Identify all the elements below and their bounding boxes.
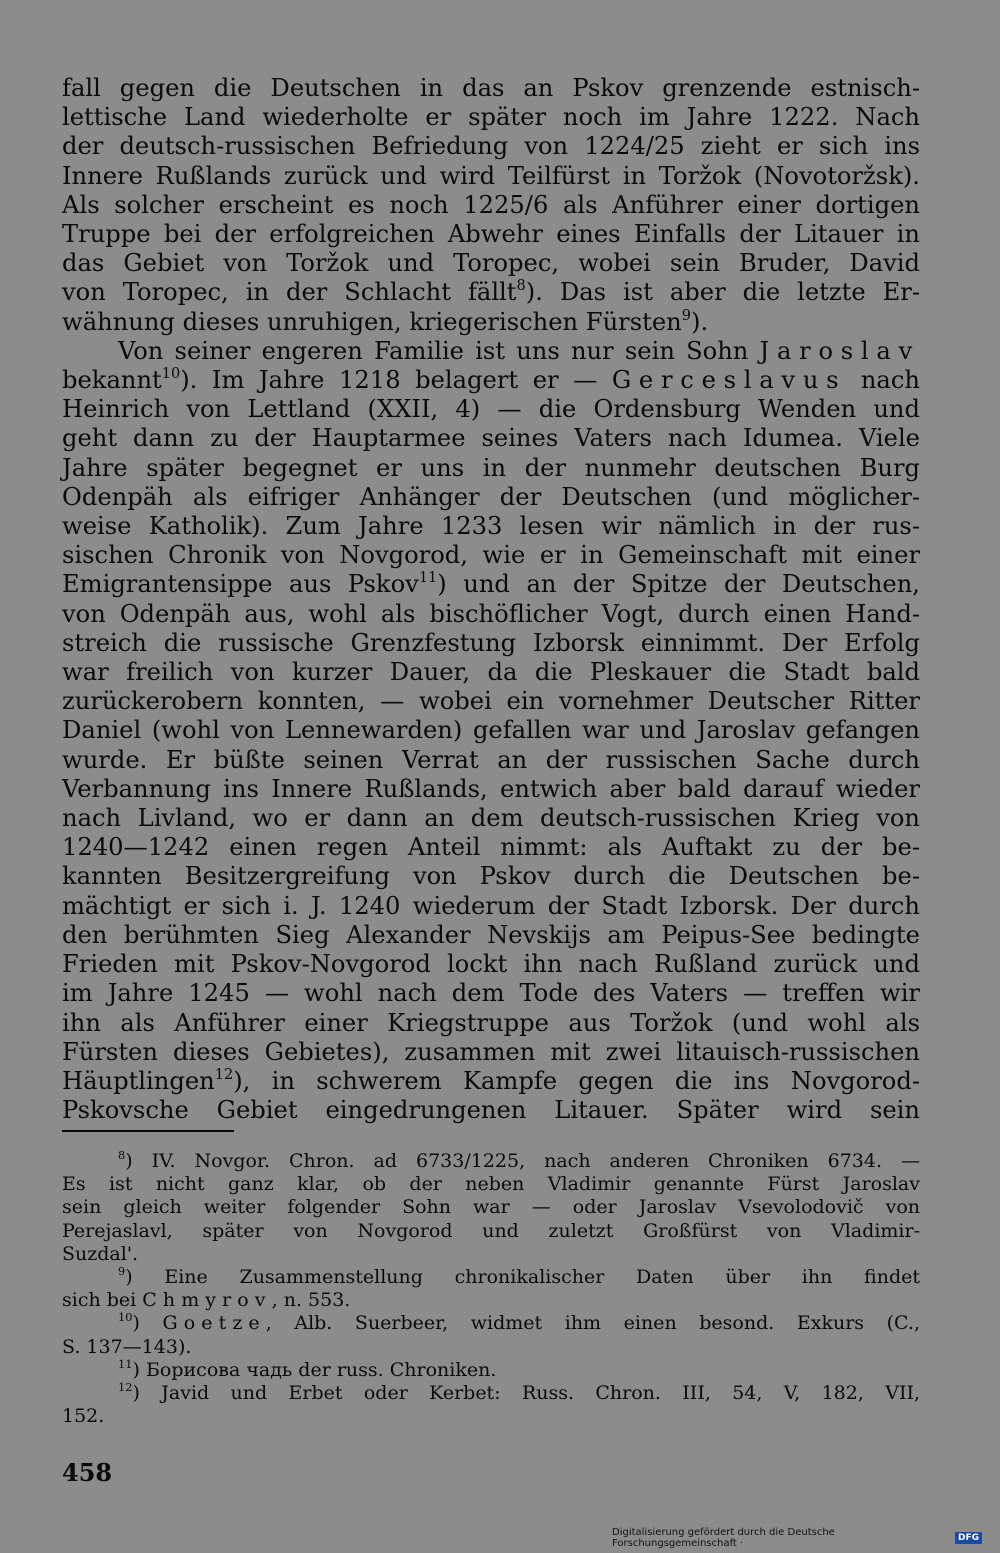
- spaced-name: Jaroslav: [759, 336, 920, 365]
- footnote-ref: 11: [418, 570, 438, 587]
- text-line: Frieden mit Pskov-Novgorod lockt ihn nach Rußland zurück und: [62, 950, 920, 979]
- footnote-text: , n. 553.: [271, 1289, 351, 1312]
- text-line: der deutsch-russischen Befriedung von 1224/25 zieht er sich ins: [62, 132, 920, 161]
- footnote-ref: 12: [214, 1066, 234, 1083]
- text-run: wähnung dieses unruhigen, kriegerischen Fürsten: [62, 307, 682, 336]
- footnote-text: ) Eine Zusammenstellung chronikalischer Daten über ihn findet: [125, 1266, 920, 1289]
- footnote-ref: 9: [681, 307, 692, 324]
- text-run: ). Im Jahre 1218 belagert er —: [180, 366, 598, 395]
- footnote-line: [62, 1312, 920, 1335]
- dfg-logo[interactable]: DFG: [955, 1532, 982, 1544]
- text-line: [62, 337, 920, 366]
- footnote-text: , Alb. Suerbeer, widmet ihm einen besond. Exkurs (C.,: [265, 1312, 920, 1335]
- text-line: kannten Besitzergreifung von Pskov durch die Deutschen be-: [62, 862, 920, 891]
- text-run: bekannt: [62, 366, 162, 395]
- footnote-number: 8: [118, 1148, 126, 1163]
- spaced-name: Chmyrov: [142, 1289, 272, 1312]
- page-number: 458: [62, 1458, 113, 1487]
- text-run: Von seiner engeren Familie ist uns nur sein Sohn: [118, 336, 749, 365]
- text-line: streich die russische Grenzfestung Izborsk einnimmt. Der Erfolg: [62, 628, 920, 657]
- footnote-line: Es ist nicht ganz klar, ob der neben Vladimir genannte Fürst Jaroslav: [62, 1173, 920, 1196]
- text-line: war freilich von kurzer Dauer, da die Pleskauer die Stadt bald: [62, 658, 920, 687]
- credit-text: Digitalisierung gefördert durch die Deutsche Forschungsgemeinschaft ·: [612, 1527, 835, 1549]
- digitization-credit: [612, 1527, 982, 1549]
- text-line: zurückerobern konnten, — wobei ein vornehmer Deutscher Ritter: [62, 687, 920, 716]
- text-line: [62, 570, 920, 599]
- footnote-number: 12: [118, 1380, 133, 1395]
- footnote-number: 9: [118, 1264, 126, 1279]
- text-line: lettische Land wiederholte er später noch im Jahre 1222. Nach: [62, 103, 920, 132]
- text-line: Fürsten dieses Gebietes), zusammen mit zwei litauisch-russischen: [62, 1037, 920, 1066]
- footnotes: [62, 1150, 920, 1428]
- text-line: [62, 308, 920, 337]
- text-line: mächtigt er sich i. J. 1240 wiederum der Stadt Izborsk. Der durch: [62, 891, 920, 920]
- text-run: ). Das ist aber die letzte Er-: [525, 278, 920, 307]
- text-line: Truppe bei der erfolgreichen Abwehr eines Einfalls der Litauer in: [62, 220, 920, 249]
- footnote-line: S. 137—143).: [62, 1335, 192, 1358]
- footnote-line: [62, 1382, 920, 1405]
- text-run: ).: [691, 307, 709, 336]
- text-run: Häuptlingen: [62, 1066, 215, 1095]
- footnote-line: [62, 1150, 920, 1173]
- text-line: ihn als Anführer einer Kriegstruppe aus Toržok (und wohl als: [62, 1008, 920, 1037]
- footnote-line: Suzdal'.: [62, 1242, 139, 1265]
- footnote-number: 10: [118, 1310, 133, 1325]
- main-text: [62, 74, 920, 1125]
- text-run: nach: [860, 366, 920, 395]
- footnote-line: [62, 1266, 920, 1289]
- text-line: Heinrich von Lettland (XXII, 4) — die Ordensburg Wenden und: [62, 395, 920, 424]
- footnote-ref: 10: [161, 365, 181, 382]
- text-line: den berühmten Sieg Alexander Nevskijs am Peipus-See bedingte: [62, 920, 920, 949]
- text-line: nach Livland, wo er dann an dem deutsch-russischen Krieg von: [62, 804, 920, 833]
- text-line: das Gebiet von Toržok und Toropec, wobei sein Bruder, David: [62, 249, 920, 278]
- text-line: Innere Rußlands zurück und wird Teilfürst in Toržok (Novotoržsk).: [62, 161, 920, 190]
- text-line: geht dann zu der Hauptarmee seines Vaters nach Idumea. Viele: [62, 424, 920, 453]
- text-run: Emigrantensippe aus Pskov: [62, 570, 419, 599]
- text-line: [62, 278, 920, 307]
- text-line: Verbannung ins Innere Rußlands, entwich aber bald darauf wieder: [62, 774, 920, 803]
- footnote-text: ) Борисова чадь der russ. Chroniken.: [132, 1358, 497, 1381]
- footnote-text: ) IV. Novgor. Chron. ad 6733/1225, nach anderen Chroniken 6734. —: [125, 1150, 920, 1172]
- text-run: von Toropec, in der Schlacht fällt: [62, 278, 517, 307]
- footnote-divider: [62, 1130, 234, 1132]
- footnote-text: ): [132, 1312, 140, 1335]
- spaced-name: Gerceslavus: [611, 366, 847, 395]
- text-run: ), in schwerem Kampfe gegen die ins Novgorod-: [233, 1066, 920, 1095]
- footnote-number: 11: [118, 1356, 133, 1371]
- footnote-line: [62, 1356, 920, 1382]
- footnote-text: sich bei: [62, 1289, 137, 1312]
- text-run: ) und an der Spitze der Deutschen,: [437, 570, 920, 599]
- text-line: im Jahre 1245 — wohl nach dem Tode des Vaters — treffen wir: [62, 979, 920, 1008]
- text-line: sischen Chronik von Novgorod, wie er in Gemeinschaft mit einer: [62, 541, 920, 570]
- text-line: 1240—1242 einen regen Anteil nimmt: als Auftakt zu der be-: [62, 833, 920, 862]
- text-line: Odenpäh als eifriger Anhänger der Deutschen (und möglicher-: [62, 482, 920, 511]
- text-line: Pskovsche Gebiet eingedrungenen Litauer. Später wird sein: [62, 1096, 920, 1125]
- text-line: weise Katholik). Zum Jahre 1233 lesen wir nämlich in der rus-: [62, 512, 920, 541]
- spaced-name: Goetze: [162, 1312, 266, 1335]
- text-line: [62, 366, 920, 395]
- text-line: fall gegen die Deutschen in das an Pskov grenzende estnisch-: [62, 74, 920, 102]
- text-line: Als solcher erscheint es noch 1225/6 als Anführer einer dortigen: [62, 190, 920, 219]
- text-line: von Odenpäh aus, wohl als bischöflicher Vogt, durch einen Hand-: [62, 599, 920, 628]
- footnote-line: sein gleich weiter folgender Sohn war — oder Jaroslav Vsevolodovič von: [62, 1196, 920, 1219]
- footnote-line: Perejaslavl, später von Novgorod und zuletzt Großfürst von Vladimir-: [62, 1219, 920, 1242]
- text-line: [62, 1067, 920, 1096]
- text-line: Daniel (wohl von Lennewarden) gefallen war und Jaroslav gefangen: [62, 716, 920, 745]
- footnote-text: ) Javid und Erbet oder Kerbet: Russ. Chron. III, 54, V, 182, VII,: [132, 1382, 920, 1405]
- footnote-line: [62, 1289, 920, 1312]
- footnote-ref: 8: [516, 278, 526, 295]
- text-line: wurde. Er büßte seinen Verrat an der russischen Sache durch: [62, 745, 920, 774]
- text-line: Jahre später begegnet er uns in der nunmehr deutschen Burg: [62, 453, 920, 482]
- footnote-line: 152.: [62, 1405, 105, 1428]
